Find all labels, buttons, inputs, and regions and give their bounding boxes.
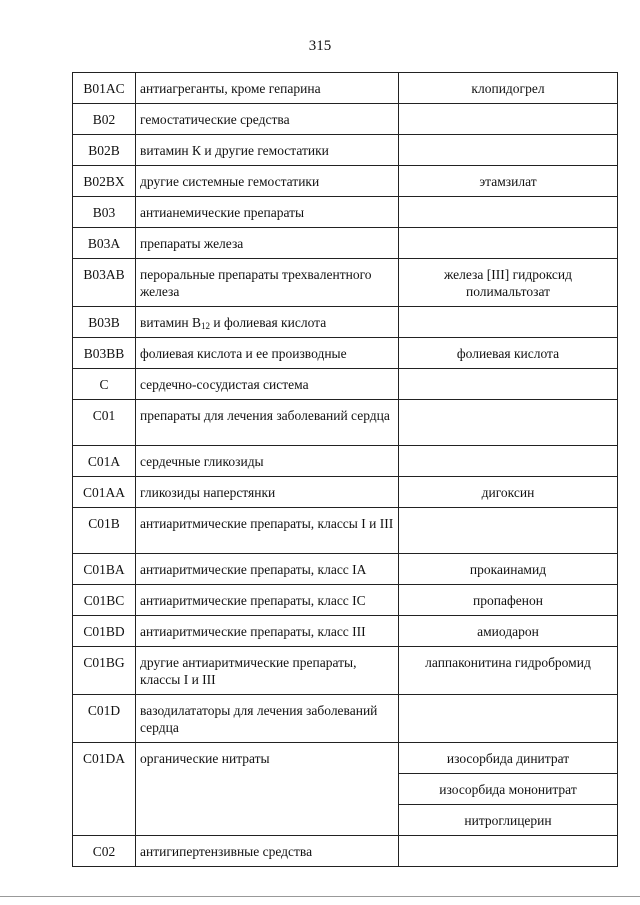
table-row [73, 228, 618, 259]
drug-name-cell [399, 554, 618, 585]
drug-name-cell [399, 197, 618, 228]
drug-name-cell [399, 259, 618, 307]
drug-name: дигоксин [481, 485, 535, 500]
table-row [73, 554, 618, 585]
atc-code-cell: B02 [73, 104, 136, 135]
atc-code-cell: C01BG [73, 647, 136, 695]
table-row [73, 743, 618, 836]
table-row [73, 166, 618, 197]
drug-name-cell [399, 135, 618, 166]
atc-group-name-cell: антиагреганты, кроме гепарина [136, 73, 399, 104]
atc-code-cell: C01DA [73, 743, 136, 836]
atc-code-cell: C02 [73, 836, 136, 867]
atc-group-name-cell: органические нитраты [136, 743, 399, 836]
atc-code-cell: C01BC [73, 585, 136, 616]
table-row [73, 477, 618, 508]
drug-name-cell [399, 585, 618, 616]
atc-drug-table [72, 72, 618, 867]
drug-name: железа [III] гидроксид полимальтозат [443, 267, 573, 299]
drug-name-cell [399, 647, 618, 695]
atc-group-name-cell: фолиевая кислота и ее производные [136, 338, 399, 369]
drug-name: пропафенон [473, 593, 543, 608]
atc-code-cell: C01AA [73, 477, 136, 508]
table-row [73, 400, 618, 446]
atc-code-cell: B03A [73, 228, 136, 259]
drug-name: лаппаконитина гидробромид [425, 655, 591, 670]
atc-code-cell: C01BA [73, 554, 136, 585]
drug-name-subcell: нитроглицерин [464, 813, 552, 828]
table-row [73, 104, 618, 135]
drug-name: прокаинамид [469, 562, 547, 577]
drug-name: амиодарон [477, 624, 539, 639]
drug-name-cell [399, 400, 618, 446]
atc-group-name-cell: гликозиды наперстянки [136, 477, 399, 508]
drug-name-cell [399, 477, 618, 508]
table-row [73, 647, 618, 695]
atc-code-cell: C01D [73, 695, 136, 743]
atc-group-name-cell: антигипертензивные средства [136, 836, 399, 867]
atc-group-name-cell: гемостатические средства [136, 104, 399, 135]
atc-code-cell: B01AC [73, 73, 136, 104]
atc-group-name-cell: витамин К и другие гемостатики [136, 135, 399, 166]
atc-group-name-cell: антиаритмические препараты, класс IA [136, 554, 399, 585]
atc-code-cell: B02B [73, 135, 136, 166]
drug-name: этамзилат [479, 174, 537, 189]
table-row [73, 307, 618, 338]
drug-name-cell [399, 166, 618, 197]
atc-code-cell: B03 [73, 197, 136, 228]
drug-name-subcell: изосорбида мононитрат [399, 774, 617, 805]
drug-name-cell [399, 836, 618, 867]
table-row [73, 508, 618, 554]
atc-group-name-cell: сердечные гликозиды [136, 446, 399, 477]
drug-name-cell [399, 73, 618, 104]
atc-code-cell: C01B [73, 508, 136, 554]
table-row [73, 338, 618, 369]
drug-name: фолиевая кислота [456, 346, 560, 361]
atc-group-name-cell: антианемические препараты [136, 197, 399, 228]
drug-name: клопидогрел [471, 81, 545, 96]
atc-group-name-cell: другие антиаритмические препараты, классы I и III [136, 647, 399, 695]
atc-code-cell: C01A [73, 446, 136, 477]
atc-code-cell: B02BX [73, 166, 136, 197]
table-row [73, 585, 618, 616]
atc-group-name-cell: вазодилататоры для лечения заболеваний сердца [136, 695, 399, 743]
table-row [73, 135, 618, 166]
table-row [73, 616, 618, 647]
atc-group-name-cell: препараты для лечения заболеваний сердца [136, 400, 399, 446]
drug-name-cell [399, 104, 618, 135]
atc-code-cell: C01 [73, 400, 136, 446]
atc-group-name-cell: антиаритмические препараты, классы I и III [136, 508, 399, 554]
table-row [73, 836, 618, 867]
table-row [73, 73, 618, 104]
atc-code-cell: C [73, 369, 136, 400]
drug-name-cell [399, 369, 618, 400]
drug-name-cell [399, 508, 618, 554]
atc-code-cell: C01BD [73, 616, 136, 647]
drug-name-cell [399, 616, 618, 647]
table-row [73, 446, 618, 477]
atc-group-name-cell: препараты железа [136, 228, 399, 259]
drug-name-subcell: изосорбида динитрат [399, 743, 617, 774]
atc-group-name-cell: другие системные гемостатики [136, 166, 399, 197]
table-row [73, 369, 618, 400]
page-number: 315 [308, 38, 332, 54]
atc-group-name-cell: антиаритмические препараты, класс IC [136, 585, 399, 616]
drug-name-cell [399, 446, 618, 477]
atc-group-name-cell: сердечно-сосудистая система [136, 369, 399, 400]
table-row [73, 259, 618, 307]
table-row [73, 197, 618, 228]
drug-name-cell [399, 338, 618, 369]
atc-group-name-cell: антиаритмические препараты, класс III [136, 616, 399, 647]
table-row [73, 695, 618, 743]
atc-group-name-cell: пероральные препараты трехвалентного железа [136, 259, 399, 307]
drug-name-cell [399, 743, 618, 836]
atc-code-cell: B03BB [73, 338, 136, 369]
atc-code-cell: B03B [73, 307, 136, 338]
page-bottom-edge [0, 896, 640, 897]
atc-group-name-cell: витамин $B_{12}$ и фолиевая кислота [136, 307, 399, 338]
drug-name-cell [399, 228, 618, 259]
atc-code-cell: B03AB [73, 259, 136, 307]
drug-name-cell [399, 307, 618, 338]
drug-name-cell [399, 695, 618, 743]
